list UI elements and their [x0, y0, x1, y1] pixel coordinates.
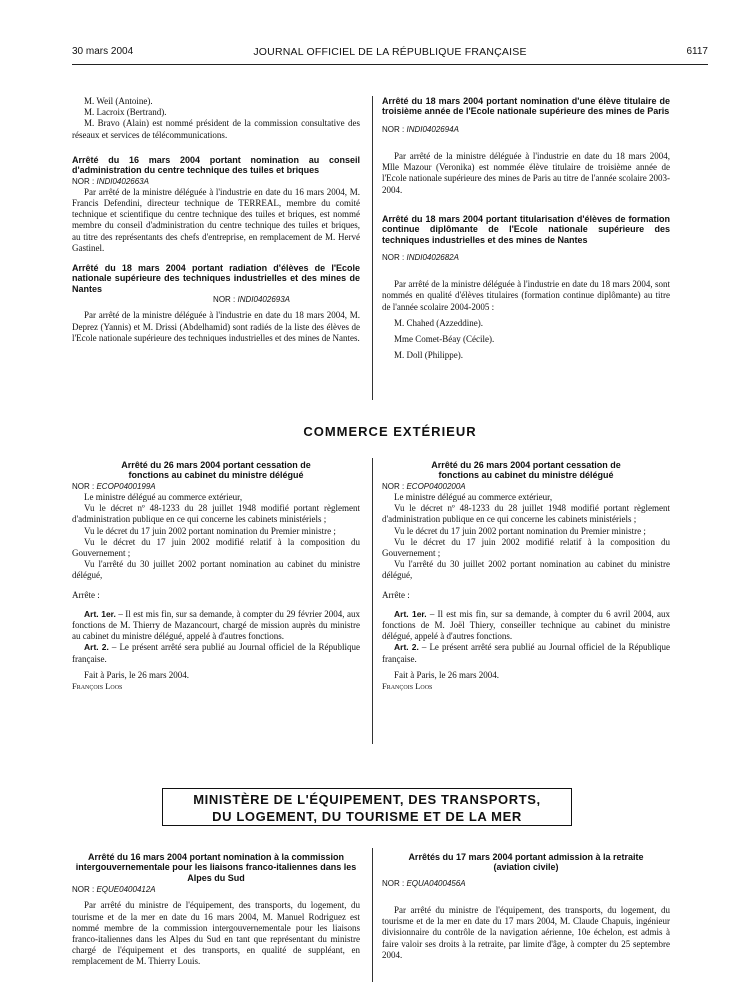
article-title: Arrêté du 26 mars 2004 portant cessation de fonctions au cabinet du ministre délégué — [121, 460, 311, 481]
article-body: Par arrêté du ministre de l'équipement, des transports, du logement, du tourisme et de la mer en date du 17 mars 2004, M. Claude Chapuis, ingénieur divisionnaire du contrôle de la navigation aérienne, 10e échelon, est admis à faire valoir ses droits à la retraite, par limite d'âge, à compter du 25 septembre 2004. — [382, 905, 670, 960]
section-heading-ministry — [162, 788, 572, 826]
page-header — [72, 46, 708, 62]
header-rule — [72, 64, 708, 65]
preamble: Vu le décret du 17 juin 2002 modifié relatif à la composition du Gouvernement ; — [382, 536, 670, 559]
arrete-label: Arrête : — [72, 589, 100, 600]
bottom-right-column — [382, 852, 670, 961]
nor-reference: NOR : EQUE0400412A — [72, 885, 156, 895]
commerce-right-column — [382, 460, 670, 692]
header-page-number: 6117 — [686, 46, 708, 57]
preamble: Vu le décret du 17 juin 2002 modifié relatif à la composition du Gouvernement ; — [72, 536, 360, 559]
fait-line: Fait à Paris, le 26 mars 2004. — [394, 669, 499, 680]
name-line: Mme Comet-Béay (Cécile). — [394, 334, 495, 345]
article-title: Arrêtés du 17 mars 2004 portant admission à la retraite (aviation civile) — [408, 852, 644, 873]
top-right-column — [382, 96, 670, 361]
nor-reference: NOR : INDI0402694A — [382, 124, 459, 134]
nor-reference: NOR : INDI0402693A — [213, 295, 290, 305]
nor-reference: NOR : ECOP0400200A — [382, 481, 466, 491]
article-2: Art. 2. – Le présent arrêté sera publié au Journal officiel de la République française. — [72, 642, 360, 664]
preamble: Vu le décret du 17 juin 2002 portant nomination du Premier ministre ; — [394, 525, 646, 536]
ministry-line-1: MINISTÈRE DE L'ÉQUIPEMENT, DES TRANSPORTS, — [193, 792, 541, 807]
article-body: Par arrêté de la ministre déléguée à l'industrie en date du 18 mars 2004, sont nommés en qualité d'élèves titulaires (formation continue diplômante) au titre de l'année scolaire 2004-2005 : — [382, 279, 670, 312]
section-heading-commerce: COMMERCE EXTÉRIEUR — [303, 424, 477, 439]
article-body: Par arrêté de la ministre déléguée à l'industrie en date du 18 mars 2004, Mlle Mazour (Veronika) est nommée élève titulaire de troisième année de l'Ecole nationale supérieure des mines de Paris au titre de l'année scolaire 2003-2004. — [382, 151, 670, 195]
preamble: Vu l'arrêté du 30 juillet 2002 portant nomination au cabinet du ministre délégué, — [72, 559, 360, 581]
article-body: Par arrêté de la ministre déléguée à l'industrie en date du 16 mars 2004, M. Francis Defendini, directeur technique de TERREAL, membre du comité technique et scientifique du centre technique des tuiles et briques, est nommé membre du conseil d'administration du centre technique des tuiles et briques, au titre des représentants des chefs d'entreprise, en remplacement de M. Hervé Gastinel. — [72, 186, 360, 253]
preamble: Vu l'arrêté du 30 juillet 2002 portant nomination au cabinet du ministre délégué, — [382, 559, 670, 581]
nor-reference: NOR : INDI0402663A — [72, 176, 149, 186]
nor-reference: NOR : EQUA0400456A — [382, 878, 466, 888]
article-title: Arrêté du 16 mars 2004 portant nomination au conseil d'administration du centre technique des tuiles et briques — [72, 154, 360, 176]
name-line: M. Lacroix (Bertrand). — [84, 107, 167, 118]
article-1: Art. 1er. – Il est mis fin, sur sa demande, à compter du 29 février 2004, aux fonctions de M. Thierry de Mazancourt, chargé de mission auprès du ministre au cabinet du ministre délégué, appelé à d'autres fonctions. — [72, 608, 361, 642]
article-1: Art. 1er. – Il est mis fin, sur sa demande, à compter du 6 avril 2004, aux fonctions de M. Joël Thiery, conseiller technique au cabinet du ministre délégué, appelé à d'autres fonctions. — [382, 608, 671, 642]
article-title: Arrêté du 16 mars 2004 portant nomination à la commission intergouvernementale pour les liaisons franco-italiennes dans les Alpes du Sud — [75, 852, 357, 883]
article-body: Par arrêté de la ministre déléguée à l'industrie en date du 18 mars 2004, M. Deprez (Yannis) et M. Drissi (Abdelhamid) sont radiés de la liste des élèves de l'Ecole nationale supérieure des techniques industrielles et des mines de Nantes. — [72, 310, 360, 343]
column-divider-middle — [372, 458, 373, 744]
column-divider-top — [372, 96, 373, 400]
nor-reference: NOR : INDI0402682A — [382, 253, 459, 263]
name-line: M. Weil (Antoine). — [84, 96, 153, 106]
bravo-paragraph: M. Bravo (Alain) est nommé président de la commission consultative des réseaux et services de télécommunications. — [72, 118, 360, 140]
preamble: Vu le décret nº 48-1233 du 28 juillet 1948 modifié portant règlement d'administration publique en ce qui concerne les cabinets ministériels ; — [72, 503, 360, 525]
name-line: M. Chahed (Azzeddine). — [394, 317, 483, 328]
header-title: JOURNAL OFFICIEL DE LA RÉPUBLIQUE FRANÇAISE — [253, 46, 527, 58]
article-body: Par arrêté du ministre de l'équipement, des transports, du logement, du tourisme et de la mer en date du 16 mars 2004, M. Manuel Rodriguez est nommé membre de la commission intergouvernementale pour les liaisons franco-italiennes dans les Alpes du Sud en tant que représentant du ministre chargé de l'équipement et des transports, en qualité de suppléant, en remplacement de M. Thierry Louis. — [72, 900, 360, 967]
article-title: Arrêté du 18 mars 2004 portant radiation d'élèves de l'Ecole nationale supérieure des techniques industrielles et des mines de Nantes — [72, 263, 360, 294]
top-left-column — [72, 96, 360, 344]
article-title: Arrêté du 26 mars 2004 portant cessation de fonctions au cabinet du ministre délégué — [431, 460, 621, 481]
preamble: Le ministre délégué au commerce extérieur, — [84, 492, 243, 503]
article-2: Art. 2. – Le présent arrêté sera publié au Journal officiel de la République française. — [382, 642, 670, 664]
preamble: Vu le décret du 17 juin 2002 portant nomination du Premier ministre ; — [84, 525, 336, 536]
preamble: Vu le décret nº 48-1233 du 28 juillet 1948 modifié portant règlement d'administration publique en ce qui concerne les cabinets ministériels ; — [382, 503, 670, 525]
nor-reference: NOR : ECOP0400199A — [72, 481, 156, 491]
fait-line: Fait à Paris, le 26 mars 2004. — [84, 669, 189, 680]
bottom-left-column — [72, 852, 360, 968]
column-divider-bottom — [372, 848, 373, 982]
signature: François Loos — [382, 681, 433, 692]
article-title: Arrêté du 18 mars 2004 portant nomination d'une élève titulaire de troisième année de l'Ecole nationale supérieure des mines de Paris — [382, 96, 670, 117]
preamble: Le ministre délégué au commerce extérieur, — [394, 492, 553, 503]
header-date: 30 mars 2004 — [72, 46, 134, 57]
commerce-left-column — [72, 460, 360, 692]
arrete-label: Arrête : — [382, 589, 410, 600]
ministry-line-2: DU LOGEMENT, DU TOURISME ET DE LA MER — [212, 809, 522, 824]
article-title: Arrêté du 18 mars 2004 portant titularisation d'élèves de formation continue diplômante de l'Ecole nationale supérieure des techniques industrielles et des mines de Nantes — [382, 213, 670, 245]
name-line: M. Doll (Philippe). — [394, 350, 463, 361]
signature: François Loos — [72, 681, 123, 692]
